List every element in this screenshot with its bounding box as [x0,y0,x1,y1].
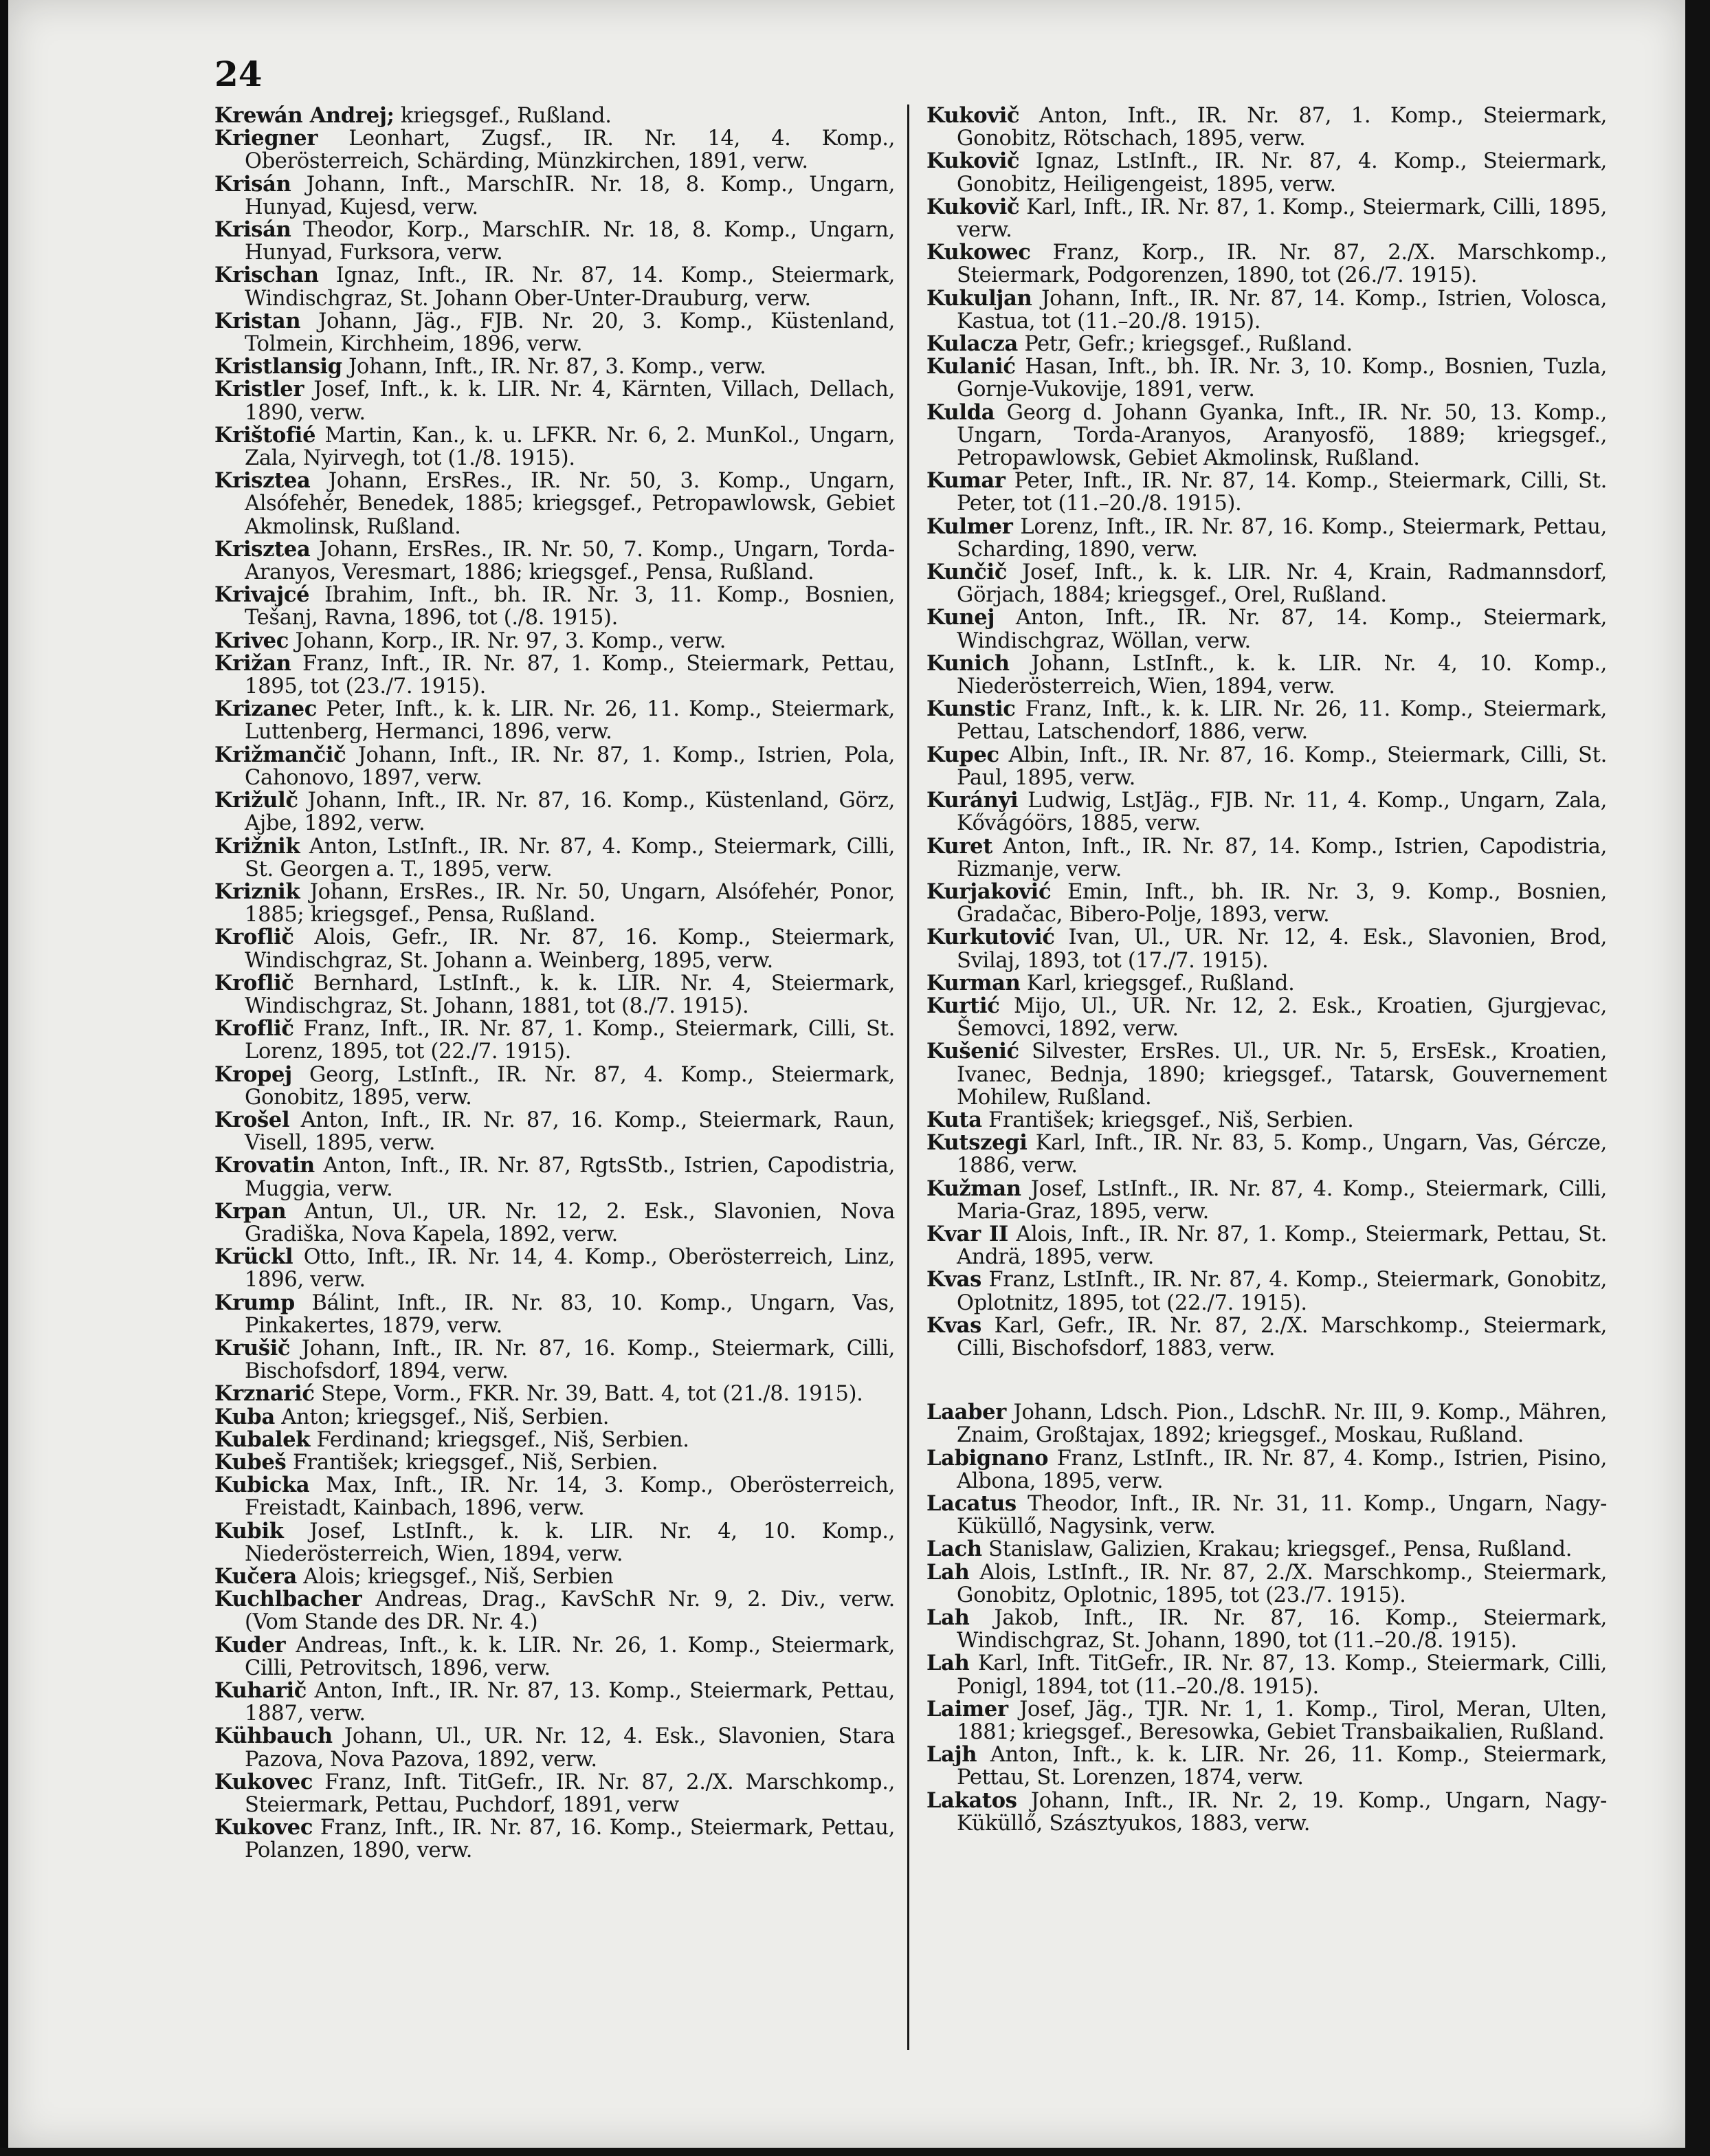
entry-surname: Križmančič [214,742,346,767]
entry-details: Georg d. Johann Gyanka, Inft., IR. Nr. 50, 13. Komp., Ungarn, Torda-Aranyos, Aranyosfö, 1889; kriegsgef., Petropawlowsk, Gebiet Akmolinsk, Rußland. [957,400,1607,471]
entry-surname: Krischan [214,263,319,288]
entry-details: Karl, kriegsgef., Rußland. [1020,971,1295,996]
entry-details: Otto, Inft., IR. Nr. 14, 4. Komp., Oberösterreich, Linz, 1896, verw. [245,1245,895,1292]
list-item [214,173,895,219]
entry-surname: Kvas [926,1267,981,1292]
entry-details: František; kriegsgef., Niš, Serbien. [286,1450,658,1475]
entry-details: Anton, Inft., IR. Nr. 87, 16. Komp., Steiermark, Raun, Visell, 1895, verw. [245,1108,895,1156]
list-item [214,1474,895,1519]
entry-surname: Kunčič [926,560,1008,585]
list-item [926,698,1607,743]
entry-details: Lorenz, Inft., IR. Nr. 87, 16. Komp., Steiermark, Pettau, Scharding, 1890, verw. [957,514,1607,562]
entry-details: Johann, ErsRes., IR. Nr. 50, 7. Komp., Ungarn, Torda-Aranyos, Veresmart, 1886; kriegsgef., Pensa, Rußland. [245,537,895,585]
entry-details: František; kriegsgef., Niš, Serbien. [981,1108,1354,1132]
entry-surname: Krisztea [214,468,311,494]
list-item [214,104,895,127]
entry-surname: Labignano [926,1445,1049,1471]
entry-surname: Kukovič [926,194,1020,219]
list-item [926,744,1607,789]
entry-details: Georg, LstInft., IR. Nr. 87, 4. Komp., Steiermark, Gonobitz, 1895, verw. [245,1062,895,1110]
list-item [214,538,895,584]
entry-surname: Kumar [926,468,1006,494]
entry-surname: Kristan [214,308,301,333]
entry-surname: Kristlansig [214,354,342,380]
list-item [926,399,1607,471]
list-item [926,1268,1607,1314]
entry-details: Alois, LstInft., IR. Nr. 87, 2./X. Marschkomp., Steiermark, Gonobitz, Oplotnic, 1895, tot (23./7. 1915). [957,1560,1607,1607]
list-item [214,1451,895,1474]
entry-surname: Kubicka [214,1473,310,1498]
entry-details: Karl, Gefr., IR. Nr. 87, 2./X. Marschkomp., Steiermark, Cilli, Bischofsdorf, 1883, verw. [957,1313,1607,1361]
entry-details: Johann, ErsRes., IR. Nr. 50, Ungarn, Alsófehér, Ponor, 1885; kriegsgef., Pensa, Rußland. [245,879,895,927]
entry-details: Johann, LstInft., k. k. LIR. Nr. 4, 10. Komp., Niederösterreich, Wien, 1894, verw. [957,651,1607,699]
entry-surname: Laimer [926,1696,1008,1722]
entry-surname: Kurkutović [926,925,1055,950]
entry-details: Andreas, Inft., k. k. LIR. Nr. 26, 1. Komp., Steiermark, Cilli, Petrovitsch, 1896, verw. [245,1633,895,1680]
list-item [214,1816,895,1862]
entry-surname: Kühbauch [214,1724,333,1749]
column-divider [907,104,909,2050]
entry-details: Franz, Inft., IR. Nr. 87, 16. Komp., Steiermark, Pettau, Polanzen, 1890, verw. [245,1816,895,1863]
list-item [214,1154,895,1200]
list-item [214,1725,895,1770]
entry-surname: Kužman [926,1176,1021,1201]
list-item [214,219,895,264]
list-item [926,516,1607,561]
list-item [926,1538,1607,1561]
list-item [214,1429,895,1451]
entry-surname: Kukovič [926,103,1020,128]
list-item [214,378,895,424]
entry-details: Peter, Inft., IR. Nr. 87, 14. Komp., Steiermark, Cilli, St. Peter, tot (11.–20./8. 1915). [957,469,1607,516]
entry-surname: Kulmer [926,514,1013,539]
entry-details: Jakob, Inft., IR. Nr. 87, 16. Komp., Steiermark, Windischgraz, St. Johann, 1890, tot (11.–20./8. 1915). [957,1606,1607,1653]
list-item [926,1698,1607,1744]
list-item [926,470,1607,515]
entry-details: Peter, Inft., k. k. LIR. Nr. 26, 11. Komp., Steiermark, Luttenberg, Hermanci, 1896, verw. [245,697,895,745]
entry-details: Josef, Inft., k. k. LIR. Nr. 4, Krain, Radmannsdorf, Görjach, 1884; kriegsgef., Orel, Rußland. [957,560,1607,608]
entry-details: Alois, Inft., IR. Nr. 87, 1. Komp., Steiermark, Pettau, St. Andrä, 1895, verw. [957,1222,1607,1270]
entry-surname: Kulda [926,399,995,425]
entry-surname: Kukowec [926,240,1031,265]
entry-surname: Kušenić [926,1039,1019,1064]
entry-details: Franz, Inft. TitGefr., IR. Nr. 87, 2./X. Marschkomp., Steiermark, Pettau, Puchdorf, 1891, verw [245,1770,895,1818]
entry-surname: Krivec [214,628,289,653]
entry-surname: Krisán [214,171,291,197]
entry-surname: Kuba [214,1404,275,1429]
entry-details: Stepe, Vorm., FKR. Nr. 39, Batt. 4, tot (21./8. 1915). [314,1382,863,1407]
entry-details: Theodor, Korp., MarschIR. Nr. 18, 8. Komp., Ungarn, Hunyad, Furksora, verw. [245,218,895,265]
list-item [926,652,1607,698]
list-item [926,196,1607,241]
entry-surname: Kuharič [214,1678,307,1704]
list-item [926,926,1607,971]
entry-surname: Kurányi [926,788,1019,813]
list-item [214,1565,895,1588]
entry-surname: Kvas [926,1312,981,1338]
entry-details: Antun, Ul., UR. Nr. 12, 2. Esk., Slavonien, Nova Gradiška, Nova Kapela, 1892, verw. [245,1199,895,1246]
entry-details: Josef, LstInft., IR. Nr. 87, 4. Komp., Steiermark, Cilli, Maria-Graz, 1895, verw. [957,1176,1607,1224]
entry-surname: Kuder [214,1632,286,1658]
entry-surname: Kukuljan [926,285,1032,311]
list-item [926,881,1607,926]
page-number: 24 [214,54,263,94]
list-item [214,470,895,538]
entry-details: Karl, Inft. TitGefr., IR. Nr. 87, 13. Komp., Steiermark, Cilli, Ponigl, 1894, tot (11.–20./8. 1915). [957,1651,1607,1699]
entry-details: Franz, LstInft., IR. Nr. 87, 4. Komp., Istrien, Pisino, Albona, 1895, verw. [957,1446,1607,1493]
list-item [926,606,1607,652]
entry-details: Johann, Ul., UR. Nr. 12, 4. Esk., Slavonien, Stara Pazova, Nova Pazova, 1892, verw. [245,1724,895,1772]
entry-details: Max, Inft., IR. Nr. 14, 3. Komp., Oberösterreich, Freistadt, Kainbach, 1896, verw. [245,1473,895,1521]
entry-details: Johann, ErsRes., IR. Nr. 50, 3. Komp., Ungarn, Alsófehér, Benedek, 1885; kriegsgef., Petropawlowsk, Gebiet Akmolinsk, Rußland. [245,469,895,539]
list-item [926,1314,1607,1360]
entry-surname: Križnik [214,833,300,859]
list-item [926,561,1607,606]
entry-details: Anton, Inft., IR. Nr. 87, 14. Komp., Steiermark, Windischgraz, Wöllan, verw. [957,606,1607,653]
entry-surname: Kunej [926,605,995,630]
list-item [214,127,895,173]
entry-surname: Krištofié [214,422,316,448]
entry-surname: Kutszegi [926,1130,1028,1156]
scan-right-edge [1685,0,1710,2156]
list-item [214,744,895,789]
entry-details: Ignaz, Inft., IR. Nr. 87, 14. Komp., Steiermark, Windischgraz, St. Johann Ober-Unter-Drauburg, verw. [245,263,895,311]
entry-surname: Kvar II [926,1221,1008,1246]
list-item [214,1337,895,1383]
list-item [926,1790,1607,1835]
entry-surname: Kristler [214,377,304,402]
list-item [926,150,1607,195]
entry-details: Franz, Inft., k. k. LIR. Nr. 26, 11. Komp., Steiermark, Pettau, Latschendorf, 1886, verw. [957,697,1607,745]
list-item [214,1680,895,1725]
entry-surname: Križulč [214,788,298,813]
list-item [926,355,1607,401]
entry-details: kriegsgef., Rußland. [394,104,612,128]
list-item [926,1223,1607,1268]
entry-details: Franz, Korp., IR. Nr. 87, 2./X. Marschkomp., Steiermark, Podgorenzen, 1890, tot (26./7. 1915). [957,241,1607,288]
entry-surname: Krpan [214,1198,287,1224]
entry-details: Ferdinand; kriegsgef., Niš, Serbien. [310,1427,689,1452]
entry-details: Josef, LstInft., k. k. LIR. Nr. 4, 10. Komp., Niederösterreich, Wien, 1894, verw. [245,1519,895,1566]
list-item [926,241,1607,287]
list-item [926,972,1607,995]
entry-details: Ibrahim, Inft., bh. IR. Nr. 3, 11. Komp., Bosnien, Tešanj, Ravna, 1896, tot (./8. 1915). [245,583,895,630]
entry-details: Alois, Gefr., IR. Nr. 87, 16. Komp., Steiermark, Windischgraz, St. Johann a. Weinberg, 1895, verw. [245,925,895,973]
list-item [926,1178,1607,1223]
entry-surname: Kučera [214,1564,298,1589]
list-item [214,835,895,881]
entry-details: Alois; kriegsgef., Niš, Serbien [297,1565,614,1589]
entry-surname: Krisán [214,217,291,243]
entry-details: Johann, Inft., IR. Nr. 87, 14. Komp., Istrien, Volosca, Kastua, tot (11.–20./8. 1915). [957,286,1607,333]
entry-surname: Kurtić [926,993,1000,1018]
list-item [214,972,895,1018]
entry-surname: Kulanić [926,354,1016,380]
section-gap [926,1360,1607,1401]
entry-surname: Kriegner [214,126,318,151]
list-item [926,995,1607,1040]
entry-details: Leonhart, Zugsf., IR. Nr. 14, 4. Komp., Oberösterreich, Schärding, Münzkirchen, 1891, verw. [245,126,895,174]
list-item [926,1109,1607,1132]
list-item [214,1588,895,1634]
entry-surname: Lajh [926,1742,977,1768]
entry-details: Johann, Inft., IR. Nr. 87, 16. Komp., Küstenland, Görz, Ajbe, 1892, verw. [245,789,895,836]
list-item [214,1520,895,1565]
entry-surname: Krušič [214,1335,291,1361]
list-item [214,1383,895,1405]
entry-surname: Kunich [926,650,1010,676]
entry-details: Bálint, Inft., IR. Nr. 83, 10. Komp., Ungarn, Vas, Pinkakertes, 1879, verw. [245,1290,895,1338]
entry-details: Johann, Ldsch. Pion., LdschR. Nr. III, 9. Komp., Mähren, Znaim, Großtajax, 1892; kriegsgef., Moskau, Rußland. [957,1400,1607,1448]
list-item [214,789,895,835]
entry-surname: Kupec [926,742,999,767]
right-column [926,104,1607,1835]
entry-surname: Kroflič [214,1016,294,1042]
list-item [214,424,895,470]
list-item [926,1132,1607,1177]
entry-surname: Krizanec [214,696,317,722]
left-column [214,104,895,1862]
entry-details: Johann, Jäg., FJB. Nr. 20, 3. Komp., Küstenland, Tolmein, Kirchheim, 1896, verw. [245,309,895,357]
entry-details: Johann, Inft., IR. Nr. 2, 19. Komp., Ungarn, Nagy-Küküllő, Szásztyukos, 1883, verw. [957,1788,1607,1836]
list-item [214,584,895,629]
list-item [926,1652,1607,1697]
entry-surname: Kuta [926,1107,982,1132]
entry-surname: Kurjaković [926,879,1052,904]
list-item [214,1634,895,1680]
entry-surname: Kubik [214,1518,284,1543]
entry-details: Franz, LstInft., IR. Nr. 87, 4. Komp., Steiermark, Gonobitz, Oplotnitz, 1895, tot (22./7. 1915). [957,1268,1607,1315]
entry-surname: Kroflič [214,925,294,950]
list-item [926,1607,1607,1652]
entry-surname: Kukovič [926,148,1020,174]
entry-surname: Kukovec [214,1815,313,1840]
list-item [214,1064,895,1109]
entry-details: Anton, Inft., IR. Nr. 87, 13. Komp., Steiermark, Pettau, 1887, verw. [245,1679,895,1726]
list-item [926,1040,1607,1109]
list-item [214,264,895,309]
entry-surname: Krewán Andrej; [214,103,395,128]
entry-details: Petr, Gefr.; kriegsgef., Rußland. [1017,332,1353,357]
list-item [214,926,895,971]
list-item [926,1447,1607,1493]
entry-details: Emin, Inft., bh. IR. Nr. 3, 9. Komp., Bosnien, Gradačac, Bibero-Polje, 1893, verw. [957,879,1607,927]
list-item [926,1744,1607,1789]
entry-details: Karl, Inft., IR. Nr. 87, 1. Komp., Steiermark, Cilli, 1895, verw. [957,195,1607,243]
entry-details: Anton; kriegsgef., Niš, Serbien. [274,1405,610,1429]
list-item [926,1490,1607,1539]
entry-surname: Kuchlbacher [214,1587,362,1612]
entry-surname: Lach [926,1537,982,1562]
entry-surname: Krückl [214,1244,293,1270]
entry-surname: Krznarić [214,1381,315,1407]
entry-surname: Kriznik [214,879,300,904]
entry-details: Silvester, ErsRes. Ul., UR. Nr. 5, ErsEsk., Kroatien, Ivanec, Bednja, 1890; kriegsgef., Tatarsk, Gouvernement Mohilew, Rußland. [957,1040,1607,1110]
entry-surname: Krump [214,1290,295,1315]
entry-surname: Kurman [926,970,1021,996]
entry-details: Bernhard, LstInft., k. k. LIR. Nr. 4, Steiermark, Windischgraz, St. Johann, 1881, tot (8./7. 1915). [245,971,895,1018]
list-item [214,652,895,698]
entry-details: Johann, Korp., IR. Nr. 97, 3. Komp., verw. [289,628,726,653]
entry-surname: Kulacza [926,331,1018,357]
entry-surname: Lah [926,1651,970,1676]
scan-bottom-edge [0,2148,1710,2156]
list-item [214,355,895,378]
entry-surname: Laaber [926,1400,1006,1425]
entry-details: Ivan, Ul., UR. Nr. 12, 4. Esk., Slavonien, Brod, Svilaj, 1893, tot (17./7. 1915). [957,925,1607,973]
list-item [926,104,1607,150]
entry-details: Anton, Inft., IR. Nr. 87, 1. Komp., Steiermark, Gonobitz, Rötschach, 1895, verw. [957,104,1607,151]
entry-details: Martin, Kan., k. u. LFKR. Nr. 6, 2. MunKol., Ungarn, Zala, Nyirvegh, tot (1./8. 1915). [245,423,895,471]
entry-details: Albin, Inft., IR. Nr. 87, 16. Komp., Steiermark, Cilli, St. Paul, 1895, verw. [957,742,1607,790]
entry-surname: Križan [214,650,291,676]
entry-surname: Kubalek [214,1427,311,1452]
entry-details: Anton, LstInft., IR. Nr. 87, 4. Komp., Steiermark, Cilli, St. Georgen a. T., 1895, verw. [245,834,895,881]
list-item [214,1771,895,1816]
entry-details: Johann, Inft., IR. Nr. 87, 3. Komp., verw. [342,355,766,380]
entry-surname: Lakatos [926,1788,1017,1813]
entry-surname: Lacatus [926,1490,1017,1516]
entry-details: Franz, Inft., IR. Nr. 87, 1. Komp., Steiermark, Pettau, 1895, tot (23./7. 1915). [245,651,895,699]
entry-surname: Lah [926,1605,970,1630]
document-page [8,0,1685,2148]
list-item [214,1246,895,1291]
entry-surname: Krovatin [214,1153,315,1178]
list-item [926,1401,1607,1446]
list-item [926,1561,1607,1607]
list-item [926,333,1607,355]
list-item [214,310,895,355]
entry-details: Stanislaw, Galizien, Krakau; kriegsgef., Pensa, Rußland. [981,1537,1573,1562]
entry-details: Johann, Inft., IR. Nr. 87, 16. Komp., Steiermark, Cilli, Bischofsdorf, 1894, verw. [245,1336,895,1384]
list-item [926,287,1607,333]
entry-surname: Kroflič [214,970,294,996]
list-item [926,789,1607,835]
entry-surname: Kunstic [926,696,1016,722]
list-item [214,630,895,652]
entry-details: Franz, Inft., IR. Nr. 87, 1. Komp., Steiermark, Cilli, St. Lorenz, 1895, tot (22./7. 1915). [245,1017,895,1064]
entry-surname: Kukovec [214,1769,313,1794]
entry-surname: Kuret [926,833,993,859]
entry-details: Karl, Inft., IR. Nr. 83, 5. Komp., Ungarn, Vas, Gércze, 1886, verw. [957,1131,1607,1178]
list-item [214,1200,895,1246]
entry-surname: Krisztea [214,536,311,562]
entry-surname: Krošel [214,1107,290,1132]
entry-details: Anton, Inft., IR. Nr. 87, 14. Komp., Istrien, Capodistria, Rizmanje, verw. [957,834,1607,881]
list-item [214,1292,895,1337]
entry-details: Andreas, Drag., KavSchR Nr. 9, 2. Div., verw. (Vom Stande des DR. Nr. 4.) [245,1587,895,1635]
entry-details: Josef, Inft., k. k. LIR. Nr. 4, Kärnten, Villach, Dellach, 1890, verw. [245,377,895,425]
list-item [214,1406,895,1429]
list-item [926,835,1607,881]
entry-details: Anton, Inft., k. k. LIR. Nr. 26, 11. Komp., Steiermark, Pettau, St. Lorenzen, 1874, verw. [957,1743,1607,1790]
entry-details: Anton, Inft., IR. Nr. 87, RgtsStb., Istrien, Capodistria, Muggia, verw. [245,1154,895,1201]
list-item [214,698,895,743]
entry-surname: Krivajcé [214,582,310,608]
right-column-k-section [926,104,1607,1360]
right-column-l-section [926,1401,1607,1835]
entry-details: Hasan, Inft., bh. IR. Nr. 3, 10. Komp., Bosnien, Tuzla, Gornje-Vukovije, 1891, verw. [957,355,1607,402]
entry-surname: Kubeš [214,1449,287,1475]
entry-details: Josef, Jäg., TJR. Nr. 1, 1. Komp., Tirol, Meran, Ulten, 1881; kriegsgef., Beresowka, Gebiet Transbaikalien, Rußland. [957,1697,1607,1745]
list-item [214,881,895,926]
entry-surname: Lah [926,1559,970,1585]
entry-details: Ignaz, LstInft., IR. Nr. 87, 4. Komp., Steiermark, Gonobitz, Heiligengeist, 1895, verw. [957,149,1607,197]
entry-surname: Kropej [214,1062,292,1087]
entry-details: Johann, Inft., MarschIR. Nr. 18, 8. Komp., Ungarn, Hunyad, Kujesd, verw. [245,172,895,219]
entry-details: Mijo, Ul., UR. Nr. 12, 2. Esk., Kroatien, Gjurgjevac, Šemovci, 1892, verw. [957,993,1607,1042]
list-item [214,1018,895,1063]
list-item [214,1109,895,1154]
entry-details: Ludwig, LstJäg., FJB. Nr. 11, 4. Komp., Ungarn, Zala, Kővágóörs, 1885, verw. [957,789,1607,836]
entry-details: Johann, Inft., IR. Nr. 87, 1. Komp., Istrien, Pola, Cahonovo, 1897, verw. [245,742,895,790]
entry-details: Theodor, Inft., IR. Nr. 31, 11. Komp., Ungarn, Nagy-Küküllő, Nagysink, verw. [957,1491,1607,1539]
